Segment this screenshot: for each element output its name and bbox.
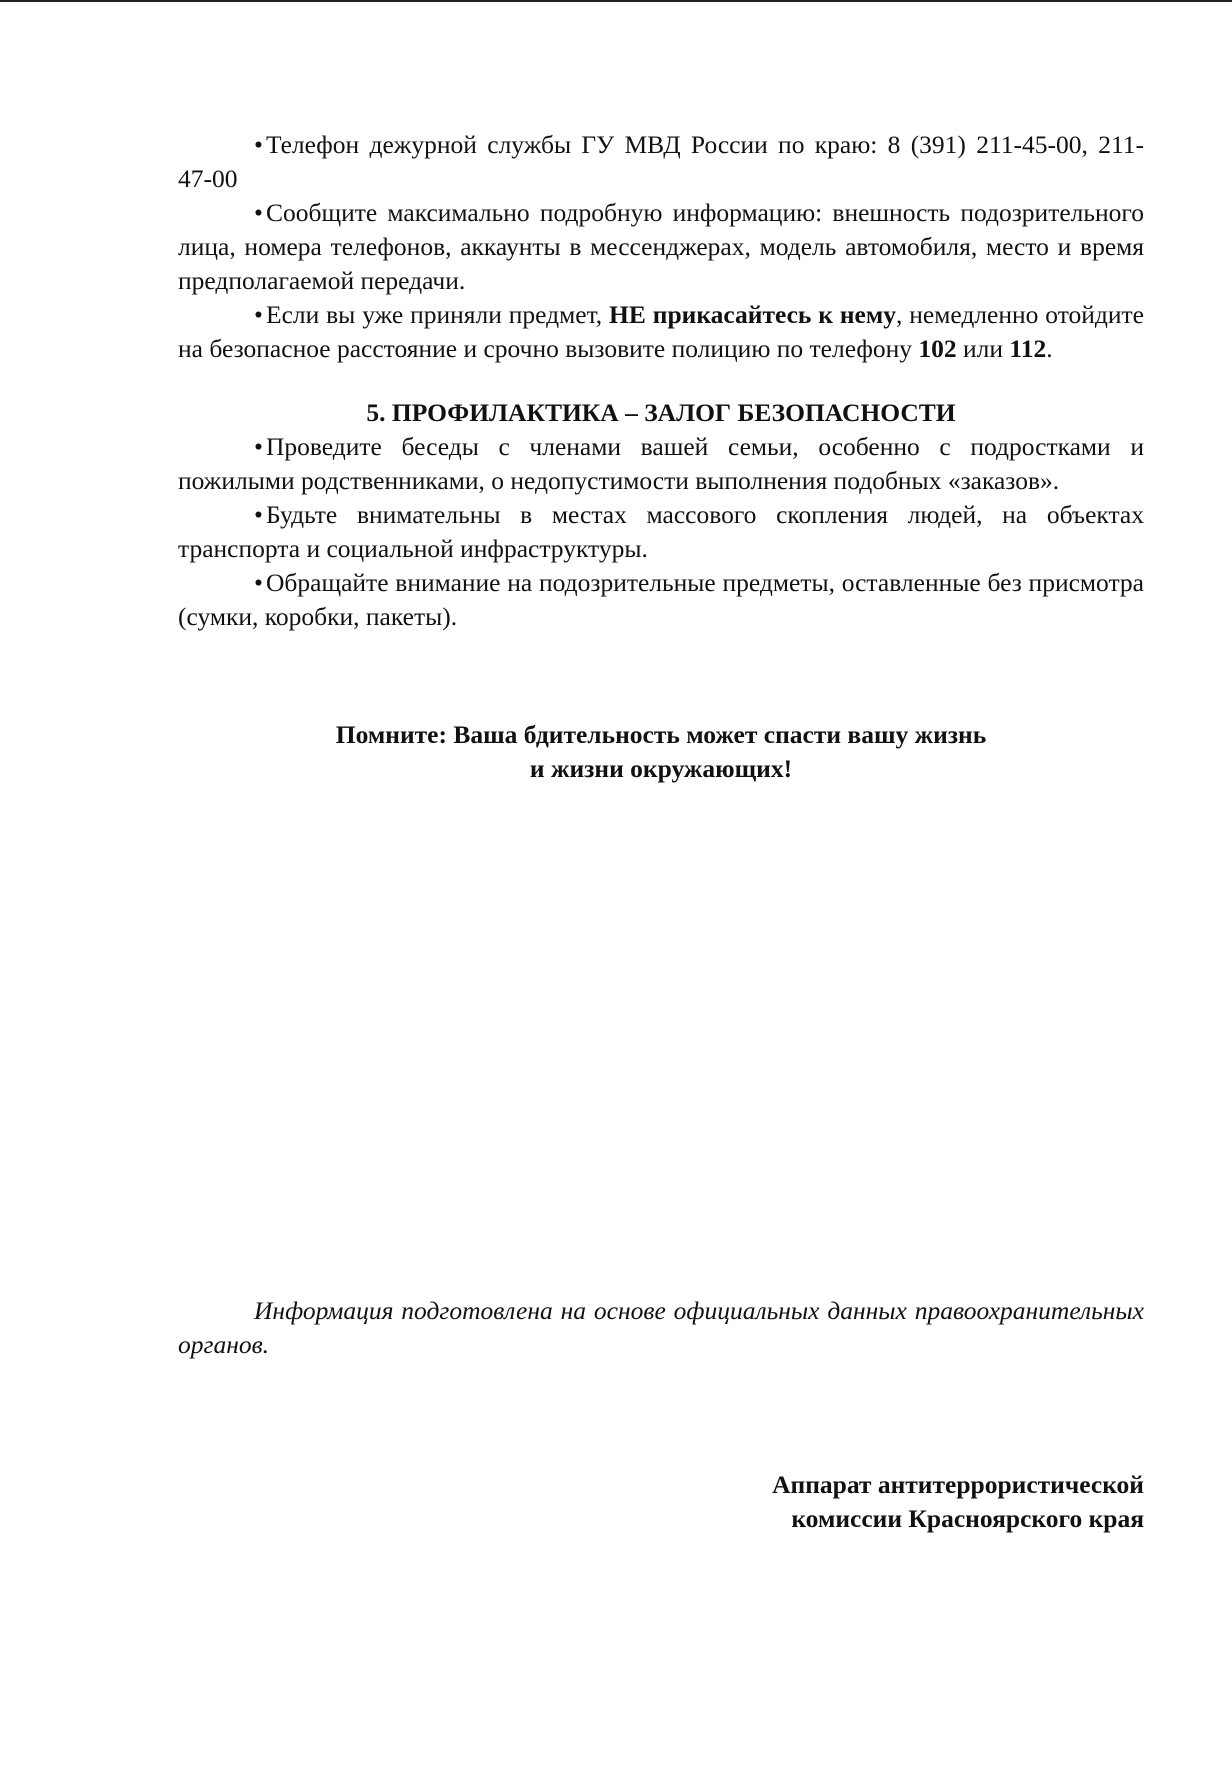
document-body	[178, 128, 1144, 1536]
phone-102: 102	[918, 334, 957, 363]
section5-bullet-3: • Обращайте внимание на подозрительные предметы, оставленные без присмотра (сумки, коробки, пакеты).	[178, 568, 1144, 631]
phone-112: 112	[1009, 334, 1047, 363]
reminder-line-2: и жизни окружающих!	[529, 754, 793, 783]
section-5-heading: 5. ПРОФИЛАКТИКА – ЗАЛОГ БЕЗОПАСНОСТИ	[366, 398, 956, 427]
bullet-icon: •	[254, 130, 263, 159]
signature-line-2: комиссии Красноярского края	[791, 1504, 1144, 1533]
part4-bullet-2: • Сообщите максимально подробную информацию: внешность подозрительного лица, номера телефонов, аккаунты в мессенджерах, модель автомобиля, место и время предполагаемой передачи.	[178, 198, 1144, 295]
top-border	[0, 0, 1232, 2]
source-note: Информация подготовлена на основе официальных данных правоохранительных органов.	[178, 1296, 1144, 1359]
signature-line-1: Аппарат антитеррористической	[772, 1470, 1144, 1499]
section5-bullet-2: • Будьте внимательны в местах массового скопления людей, на объектах транспорта и социальной инфраструктуры.	[178, 500, 1144, 563]
do-not-touch-warning: НЕ прикасайтесь к нему	[609, 300, 896, 329]
part4-bullet-3: • Если вы уже приняли предмет, НЕ прикасайтесь к нему, немедленно отойдите на безопасное расстояние и срочно вызовите полицию по телефону 102 или 112.	[178, 300, 1144, 363]
bullet-icon: •	[254, 500, 263, 529]
reminder-line-1: Помните: Ваша бдительность может спасти вашу жизнь	[335, 720, 987, 749]
bullet-icon: •	[254, 432, 263, 461]
section5-bullet-1: • Проведите беседы с членами вашей семьи, особенно с подростками и пожилыми родственниками, о недопустимости выполнения подобных «заказов».	[178, 432, 1144, 495]
bullet-icon: •	[254, 300, 263, 329]
bullet-icon: •	[254, 198, 263, 227]
bullet-icon: •	[254, 568, 263, 597]
part4-bullet-1: • Телефон дежурной службы ГУ МВД России по краю: 8 (391) 211-45-00, 211-47-00	[178, 130, 1144, 193]
